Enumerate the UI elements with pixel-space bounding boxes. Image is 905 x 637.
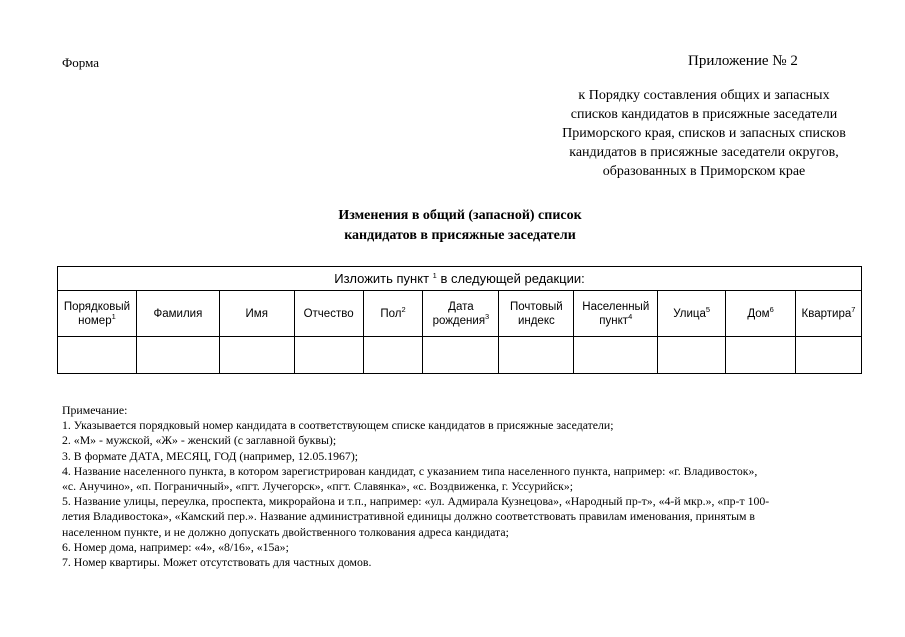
column-header: Порядковый номер$^1$: [58, 291, 137, 337]
note-line: 7. Номер квартиры. Может отсутствовать для частных домов.: [62, 555, 372, 570]
column-header: Пол$^2$: [363, 291, 423, 337]
column-header: Улица$^5$: [658, 291, 726, 337]
note-line: населенном пункте, и не должно допускать двойственного толкования адреса кандидата;: [62, 524, 509, 539]
table-cell[interactable]: [726, 337, 796, 374]
order-line: списков кандидатов в присяжные заседатели: [570, 107, 838, 122]
form-label: Форма: [62, 55, 99, 70]
table-cell[interactable]: [658, 337, 726, 374]
order-line: кандидатов в присяжные заседатели округов,: [569, 145, 839, 160]
table-cell[interactable]: [294, 337, 363, 374]
table-row: [58, 337, 862, 374]
changes-table: [57, 266, 862, 374]
note-line: летия Владивостока», «Камский пер.». Название административной единицы должно соответствовать правилам именования, принятым в: [62, 509, 755, 524]
notes-section: [62, 403, 862, 570]
table-cell[interactable]: [423, 337, 499, 374]
table-cell[interactable]: [58, 337, 137, 374]
order-reference: [520, 86, 888, 181]
table-header-row: [58, 291, 862, 337]
title-line: Изменения в общий (запасной) список: [338, 208, 582, 223]
table-caption: Изложить пункт $^1$ в следующей редакции:: [58, 267, 862, 291]
note-line: 3. В формате ДАТА, МЕСЯЦ, ГОД (например, 12.05.1967);: [62, 448, 359, 463]
note-line: 4. Название населенного пункта, в котором зарегистрирован кандидат, с указанием типа населенного пункта, например: «г. Владивосток»,: [62, 463, 758, 478]
table-cell[interactable]: [795, 337, 861, 374]
column-header: Отчество: [294, 291, 363, 337]
note-line: 5. Название улицы, переулка, проспекта, микрорайона и т.п., например: «ул. Адмирала Кузнецова», «Народный пр-т», «4-й мкр.», «пр-т 100-: [62, 494, 770, 509]
note-line: 6. Номер дома, например: «4», «8/16», «15а»;: [62, 539, 289, 554]
column-header: Квартира$^7$: [795, 291, 861, 337]
order-line: к Порядку составления общих и запасных: [578, 88, 830, 103]
title-line: кандидатов в присяжные заседатели: [344, 228, 576, 243]
column-header: Фамилия: [136, 291, 219, 337]
order-line: Приморского края, списков и запасных списков: [562, 126, 846, 141]
order-line: образованных в Приморском крае: [602, 164, 806, 179]
table-cell[interactable]: [574, 337, 658, 374]
column-header: Населенный пункт$^4$: [574, 291, 658, 337]
column-header: Почтовый индекс: [499, 291, 574, 337]
table-cell[interactable]: [499, 337, 574, 374]
notes-heading: Примечание:: [62, 403, 128, 417]
document-title: [220, 206, 700, 246]
notes-list: [62, 418, 862, 570]
appendix-label: Приложение № 2: [688, 53, 798, 69]
note-line: 1. Указывается порядковый номер кандидата в соответствующем списке кандидатов в присяжные заседатели;: [62, 418, 614, 433]
table-cell[interactable]: [136, 337, 219, 374]
column-header: Имя: [219, 291, 294, 337]
table-cell[interactable]: [219, 337, 294, 374]
note-line: «с. Анучино», «п. Пограничный», «пгт. Лучегорск», «пгт. Славянка», «с. Воздвиженка, г. Уссурийск»;: [62, 479, 574, 494]
column-header: Дата рождения$^3$: [423, 291, 499, 337]
column-header: Дом$^6$: [726, 291, 796, 337]
table-cell[interactable]: [363, 337, 423, 374]
note-line: 2. «М» - мужской, «Ж» - женский (с заглавной буквы);: [62, 433, 337, 448]
